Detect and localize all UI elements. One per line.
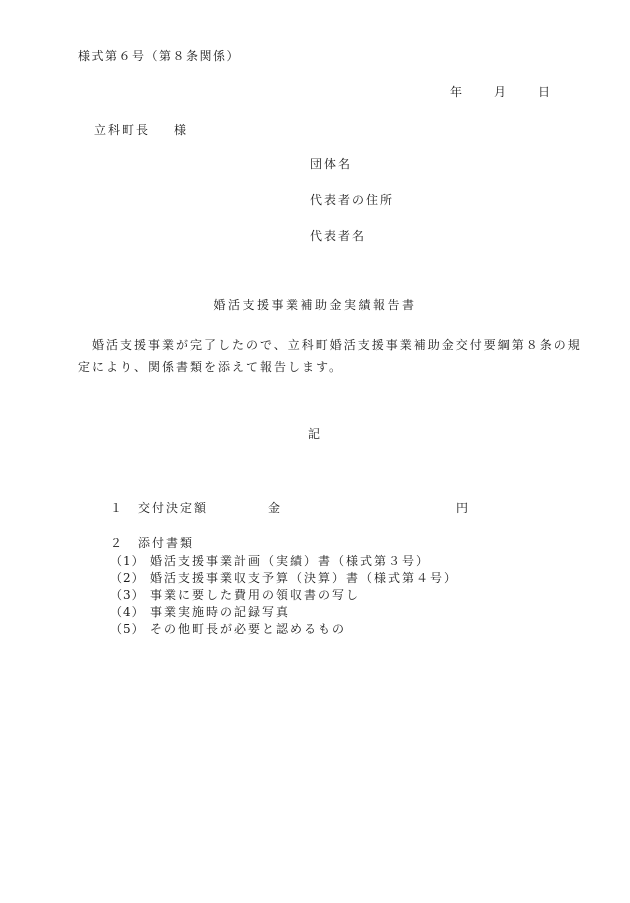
addressee-name: 立科町長 bbox=[94, 123, 151, 137]
list-item-number: （4） bbox=[110, 605, 145, 619]
org-name-label: 団体名 bbox=[310, 157, 353, 171]
item1-suffix: 円 bbox=[456, 501, 471, 515]
date-year-label: 年 bbox=[450, 85, 465, 99]
item2-label: 添付書類 bbox=[138, 536, 195, 550]
attachment-list bbox=[110, 553, 458, 638]
list-item-text: 事業に要した費用の領収書の写し bbox=[150, 588, 361, 602]
list-item-text: 婚活支援事業収支予算（決算）書（様式第４号） bbox=[150, 571, 459, 585]
date-day-label: 日 bbox=[538, 85, 553, 99]
rep-name-label: 代表者名 bbox=[310, 229, 367, 243]
document-title: 婚活支援事業補助金実績報告書 bbox=[213, 298, 417, 312]
item1-prefix: 金 bbox=[268, 501, 283, 515]
list-item-text: 事業実施時の記録写真 bbox=[150, 605, 291, 619]
item1-number: １ bbox=[110, 501, 125, 515]
list-item-number: （3） bbox=[110, 588, 145, 602]
list-item bbox=[110, 570, 458, 587]
item1-label: 交付決定額 bbox=[138, 501, 209, 515]
item2-number: ２ bbox=[110, 536, 125, 550]
list-item bbox=[110, 587, 458, 604]
list-item-text: 婚活支援事業計画（実績）書（様式第３号） bbox=[150, 554, 431, 568]
body-paragraph: 婚活支援事業が完了したので、立科町婚活支援事業補助金交付要綱第８条の規定により、関係書類を添えて報告します。 bbox=[78, 338, 582, 374]
addressee bbox=[94, 122, 188, 138]
form-number: 様式第６号（第８条関係） bbox=[78, 49, 241, 63]
list-item bbox=[110, 604, 458, 621]
item-attachments bbox=[110, 535, 194, 551]
rep-address-label: 代表者の住所 bbox=[310, 193, 395, 207]
date-month-label: 月 bbox=[494, 85, 509, 99]
addressee-honorific: 様 bbox=[174, 123, 189, 137]
ki-heading: 記 bbox=[307, 427, 322, 441]
list-item-number: （5） bbox=[110, 622, 145, 636]
list-item bbox=[110, 621, 458, 638]
list-item bbox=[110, 553, 458, 570]
list-item-number: （1） bbox=[110, 554, 145, 568]
list-item-text: その他町長が必要と認めるもの bbox=[150, 622, 347, 636]
list-item-number: （2） bbox=[110, 571, 145, 585]
